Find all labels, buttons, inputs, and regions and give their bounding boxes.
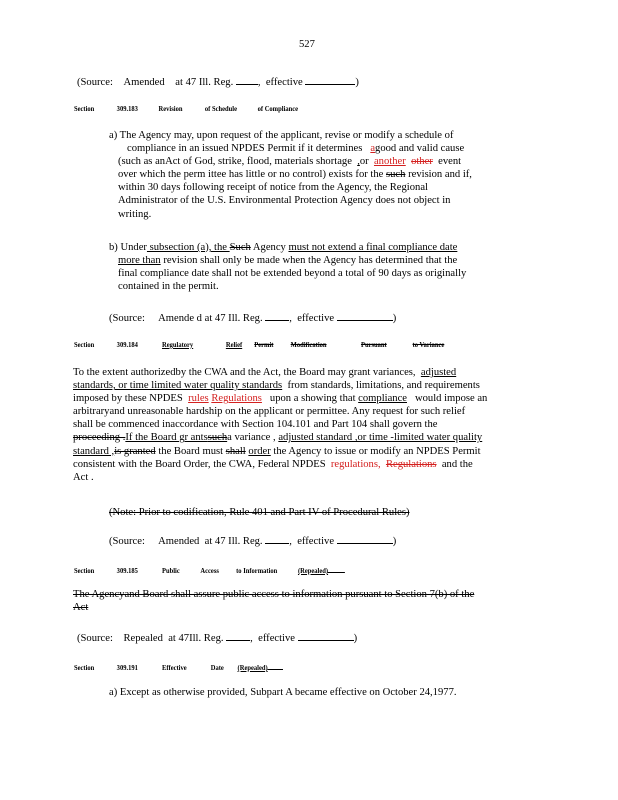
source-note-3: (Source: Amended at 47 Ill. Reg. , effective ) — [109, 533, 396, 548]
source-note-4: (Source: Repealed at 47Ill. Reg. , effective ) — [77, 630, 357, 645]
section-heading-309-191: Section 309.191 Effective Date (Repealed) — [74, 660, 283, 672]
section-heading-309-185: Section 309.185 Public Access to Information (Repealed) — [74, 563, 345, 575]
source-note-1: (Source: Amended at 47 Ill. Reg. , effective ) — [77, 74, 359, 89]
paragraph-309-185: The Agencyand Board shall assure public access to information pursuant to Section 7(b) of the Act — [73, 589, 475, 614]
paragraph-309-184: To the extent authorizedby the CWA and the Act, the Board may grant variances, adjusted standards, or time limited water quality standards from standards, limitations, and requirements imposed by these NPDES rules Regulations upon a showing that compliance would impose an arbitraryand unreasonable hardship on the applicant or permittee. Any request for such relief shall be commenced inaccordance with Section 104.101 and Part 104 shall govern the proceeding .If the Board gr antssucha variance , adjusted standard ,or time -limited water quality standard ,is granted the Board must shall order the Agency to issue or modify an NPDES Permit consistent with the Board Order, the CWA, Federal NPDES regulations, Regulations and the Act . — [73, 367, 488, 483]
section-heading-309-183: Section 309.183 Revision of Schedule of Compliance — [74, 104, 299, 113]
procedural-rules-note: (Note: Prior to codification, Rule 401 and Part IV of Procedural Rules) — [109, 507, 410, 518]
paragraph-309-183-a: a) The Agency may, upon request of the applicant, revise or modify a schedule of compliance in an issued NPDES Permit if it determines agood and valid cause (such as anAct of God, strike, flood, materials shortage ,or another other event over which the perm ittee has little or no control) exists for the such revision and if, within 30 days following receipt of notice from the Agency, the Regional Administrator of the U.S. Environmental Protection Agency does not object in writing. — [109, 130, 472, 220]
paragraph-309-183-b: b) Under subsection (a), the Such Agency must not extend a final compliance date more than revision shall only be made when the Agency has determined that the final compliance date shall not be extended beyond a total of 90 days as originally contained in the permit. — [109, 242, 467, 293]
page-number: 527 — [299, 39, 315, 50]
section-heading-309-184: Section 309.184 Regulatory Relief Permit Modification Pursuant to Variance — [74, 340, 445, 349]
source-note-2: (Source: Amende d at 47 Ill. Reg. , effective ) — [109, 310, 396, 325]
paragraph-309-191-a: a) Except as otherwise provided, Subpart A became effective on October 24,1977. — [109, 687, 457, 698]
